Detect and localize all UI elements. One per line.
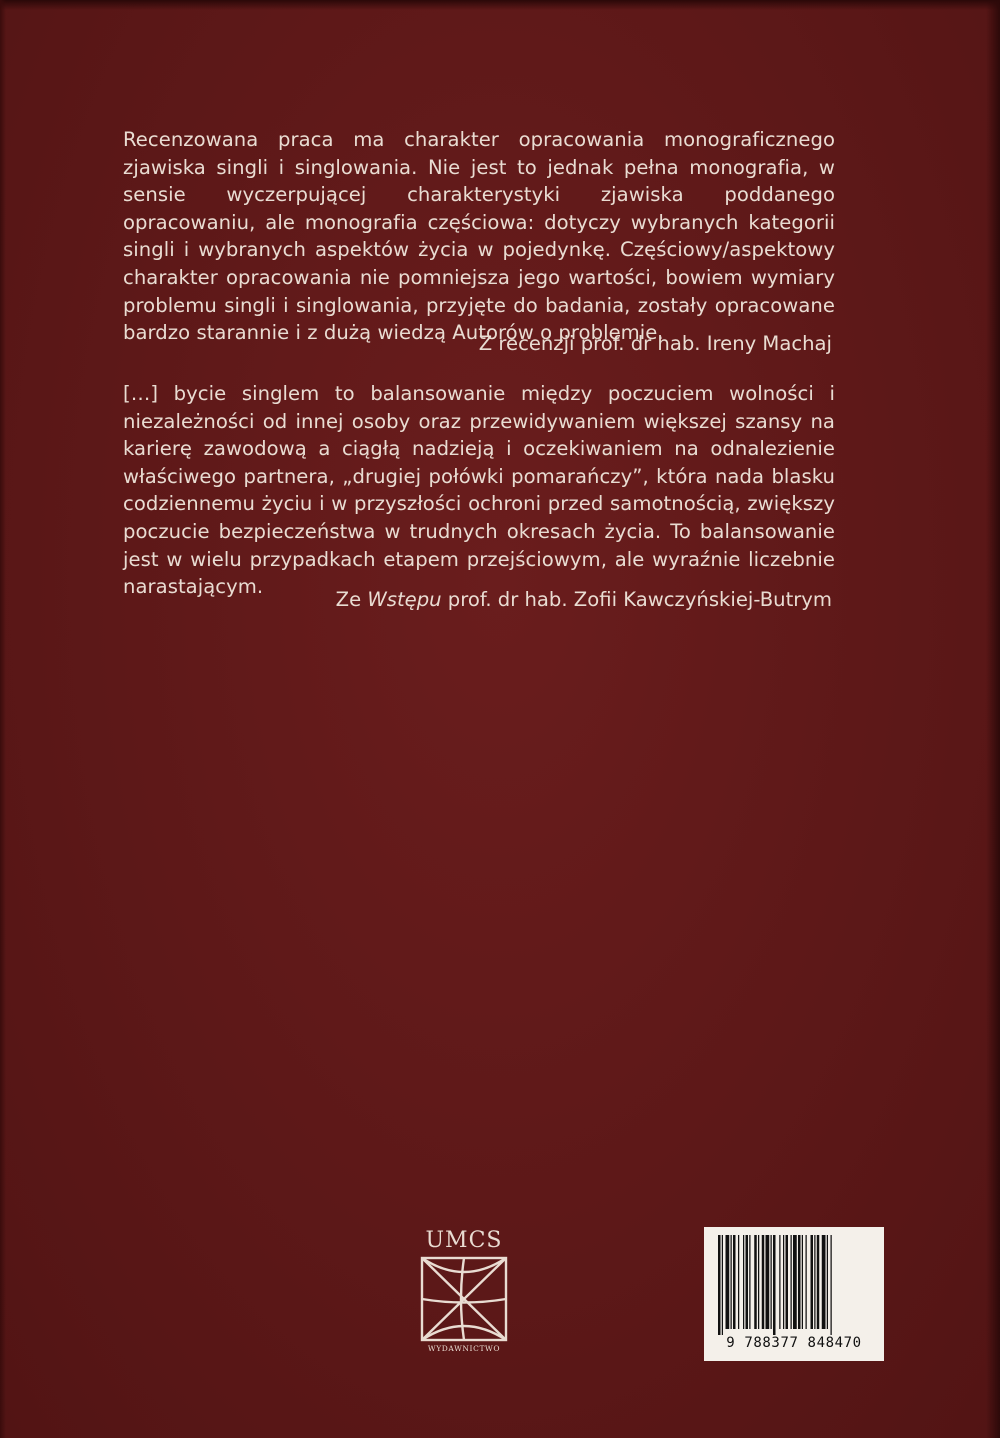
review-attribution: Z recenzji prof. dr hab. Ireny Machaj: [478, 332, 832, 355]
review-excerpt-paragraph: Recenzowana praca ma charakter opracowania monograficznego zjawiska singli i singlowania. Nie jest to jednak pełna monografia, w sensie wyczerpującej charakterystyki zjawiska poddanego opracowaniu, ale monografia częściowa: dotyczy wybranych kategorii singli i wybranych aspektów życia w pojedynkę. Częściowy/aspektowy charakter opracowania nie pomniejsza jego wartości, bowiem wymiary problemu singli i singlowania, przyjęte do badania, zostały opracowane bardzo starannie i z dużą wiedzą Autorów o problemie.: [123, 128, 835, 345]
isbn-barcode: [704, 1227, 884, 1361]
cover-top-edge: [0, 0, 1000, 10]
intro-attribution-italic: Wstępu: [367, 588, 442, 611]
cover-left-edge: [0, 0, 6, 1438]
publisher-subtitle: WYDAWNICTWO: [427, 1344, 501, 1353]
intro-attribution-suffix: prof. dr hab. Zofii Kawczyńskiej-Butrym: [441, 588, 832, 611]
intro-excerpt-paragraph: […] bycie singlem to balansowanie między poczuciem wolności i niezależności od innej osoby oraz przewidywaniem większej szansy na karierę zawodową a ciągłą nadzieją i oczekiwaniem na odnalezienie właściwego partnera, „drugiej połówki pomarańczy”, która nada blasku codziennemu życiu i w przyszłości ochroni przed samotnością, zwiększy poczucie bezpieczeństwa w trudnych okresach życia. To balansowanie jest w wielu przypadkach etapem przejściowym, ale wyraźnie liczebnie narastającym.: [123, 382, 835, 599]
intro-attribution: [336, 586, 832, 614]
cover-right-edge: [986, 0, 1000, 1438]
barcode-bars-icon: [718, 1235, 870, 1335]
intro-attribution-prefix: Ze: [335, 588, 368, 611]
publisher-logo: [416, 1228, 512, 1360]
isbn-digits: 9 788377 848470: [726, 1335, 862, 1351]
publisher-name: UMCS: [425, 1228, 503, 1253]
umcs-logo-icon: [420, 1256, 508, 1342]
